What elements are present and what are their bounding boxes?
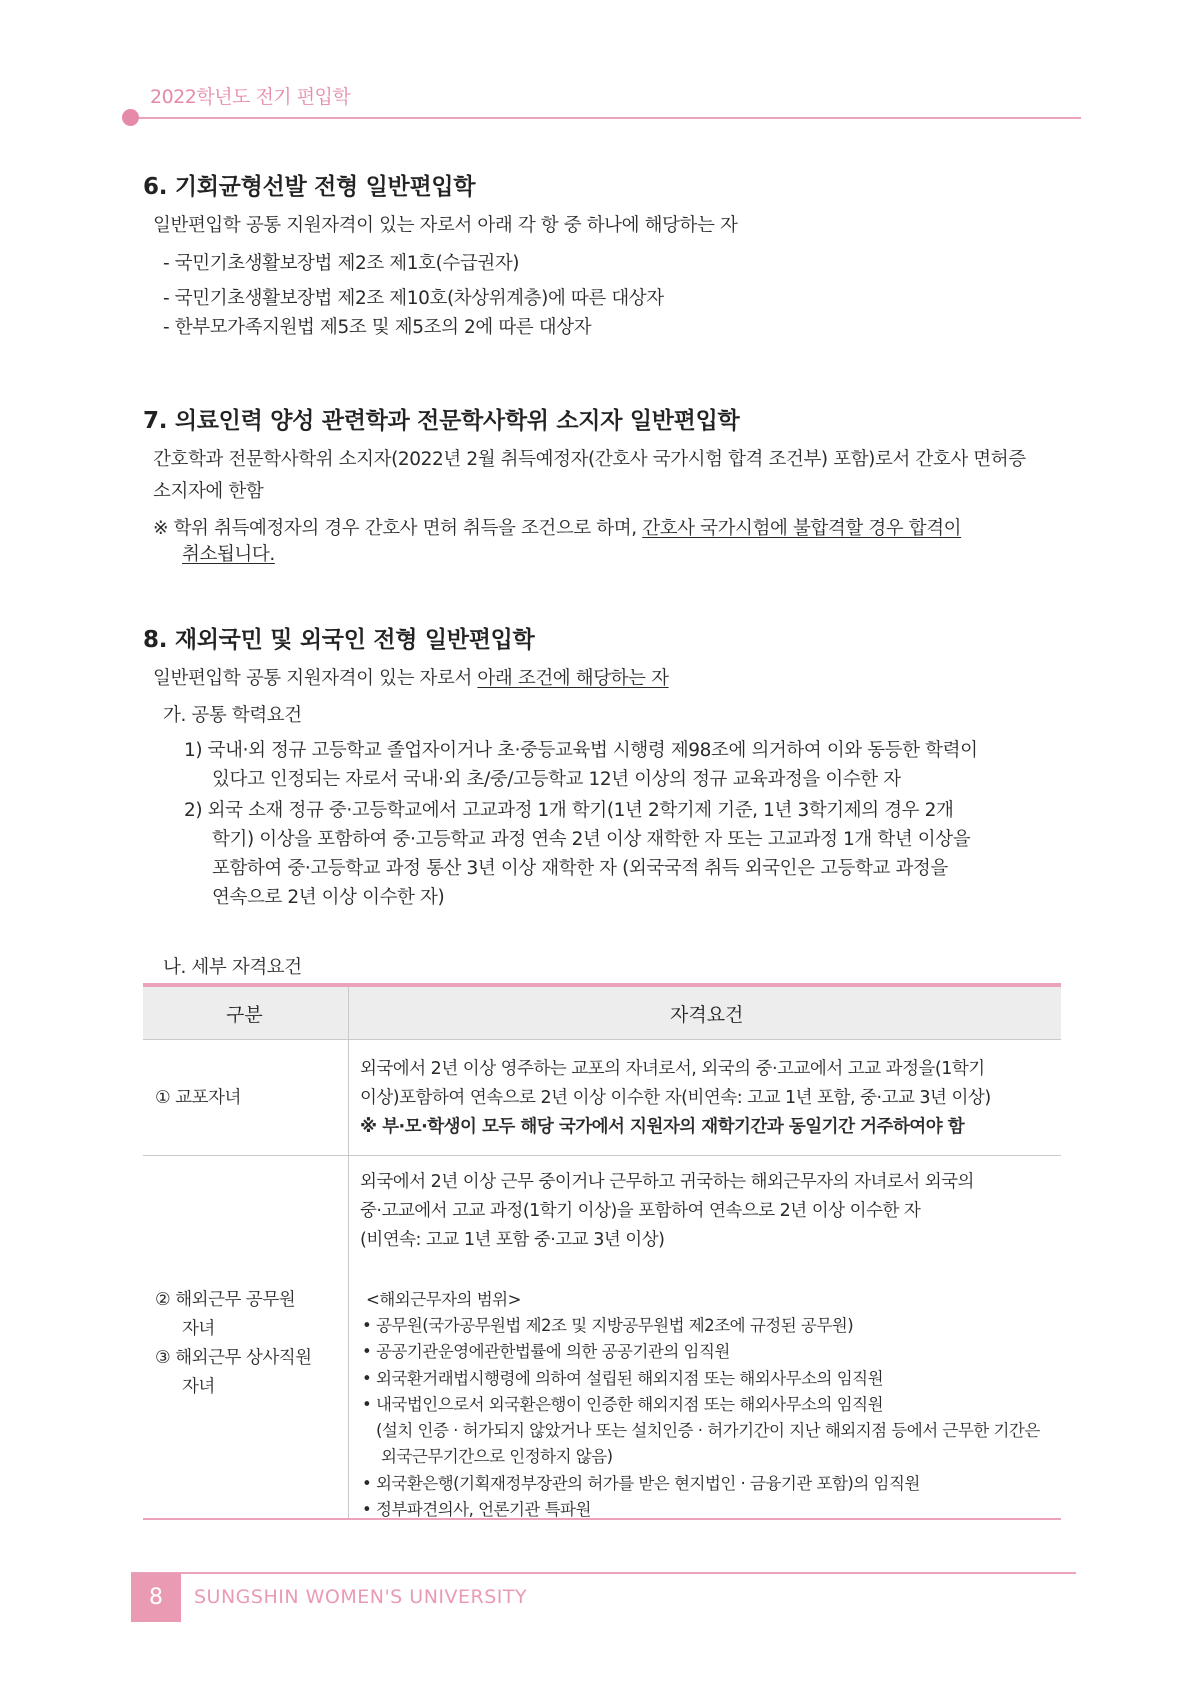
running-header-title: 2022학년도 전기 편입학 bbox=[150, 86, 351, 108]
section-7-note bbox=[153, 515, 961, 543]
intro-text: 일반편입학 공통 지원자격이 있는 자로서 bbox=[153, 668, 478, 689]
scope-item: • 외국환거래법시행령에 의하여 설립된 해외지점 또는 해외사무소의 임직원 bbox=[362, 1369, 884, 1388]
row-1-requirement: 외국에서 2년 이상 영주하는 교포의 자녀로서, 외국의 중·고교에서 고교 과정을(1학기 bbox=[360, 1059, 985, 1079]
scope-title: <해외근무자의 범위> bbox=[366, 1290, 521, 1309]
scope-item-note: 외국근무기간으로 인정하지 않음) bbox=[381, 1447, 613, 1466]
row-1-category: ① 교포자녀 bbox=[155, 1088, 241, 1108]
row-1-requirement: 이상)포함하여 연속으로 2년 이상 이수한 자(비연속: 고교 1년 포함, 중·고교 3년 이상) bbox=[360, 1088, 991, 1108]
requirement-2: 2) 외국 소재 정규 중·고등학교에서 고교과정 1개 학기(1년 2학기제 기준, 1년 3학기제의 경우 2개 bbox=[184, 800, 954, 821]
requirement-2-cont: 학기) 이상을 포함하여 중·고등학교 과정 연속 2년 이상 재학한 자 또는 고교과정 1개 학년 이상을 bbox=[212, 829, 971, 850]
requirement-2-cont: 연속으로 2년 이상 이수한 자) bbox=[212, 887, 445, 908]
row-2-requirement: (비연속: 고교 1년 포함 중·고교 3년 이상) bbox=[360, 1230, 665, 1250]
table-row-divider bbox=[143, 1155, 1061, 1156]
footer-rule bbox=[131, 1572, 1076, 1574]
section-6-title: 6. 기회균형선발 전형 일반편입학 bbox=[143, 174, 476, 200]
row-1-note: ※ 부·모·학생이 모두 해당 국가에서 지원자의 재학기간과 동일기간 거주하여야 함 bbox=[360, 1117, 965, 1137]
section-7-text: 간호학과 전문학사학위 소지자(2022년 2월 취득예정자(간호사 국가시험 합격 조건부) 포함)로서 간호사 면허증 bbox=[153, 449, 1026, 470]
table-header-requirements: 자격요건 bbox=[670, 1004, 744, 1026]
scope-item-note: (설치 인증 · 허가되지 않았거나 또는 설치인증 · 허가기간이 지난 해외지점 등에서 근무한 기간은 bbox=[376, 1421, 1040, 1440]
section-6-item: - 국민기초생활보장법 제2조 제1호(수급권자) bbox=[163, 253, 520, 274]
row-2-requirement: 외국에서 2년 이상 근무 중이거나 근무하고 귀국하는 해외근무자의 자녀로서 외국의 bbox=[360, 1172, 974, 1192]
section-6-intro: 일반편입학 공통 지원자격이 있는 자로서 아래 각 항 중 하나에 해당하는 자 bbox=[153, 215, 738, 236]
table-header-category: 구분 bbox=[226, 1004, 263, 1026]
header-dot bbox=[122, 109, 139, 126]
row-3-category: ③ 해외근무 상사직원 bbox=[155, 1348, 312, 1368]
table-header-row bbox=[143, 987, 1061, 1040]
table-bottom-border bbox=[143, 1518, 1061, 1520]
table-column-divider bbox=[348, 987, 349, 1519]
section-7-title: 7. 의료인력 양성 관련학과 전문학사학위 소지자 일반편입학 bbox=[143, 408, 740, 434]
scope-item: • 공무원(국가공무원법 제2조 및 지방공무원법 제2조에 규정된 공무원) bbox=[362, 1316, 854, 1335]
scope-item: • 정부파견의사, 언론기관 특파원 bbox=[362, 1500, 591, 1519]
section-8-intro bbox=[153, 665, 669, 693]
row-2-requirement: 중·고교에서 고교 과정(1학기 이상)을 포함하여 연속으로 2년 이상 이수한 자 bbox=[360, 1201, 921, 1221]
scope-item: • 외국환은행(기획재정부장관의 허가를 받은 현지법인 · 금융기관 포함)의 임직원 bbox=[362, 1474, 920, 1493]
section-6-item: - 한부모가족지원법 제5조 및 제5조의 2에 따른 대상자 bbox=[163, 317, 592, 338]
row-2-category: ② 해외근무 공무원 bbox=[155, 1290, 296, 1310]
note-underlined: 간호사 국가시험에 불합격할 경우 합격이 bbox=[642, 518, 962, 539]
requirement-2-cont: 포함하여 중·고등학교 과정 통산 3년 이상 재학한 자 (외국국적 취득 외국인은 고등학교 과정을 bbox=[212, 858, 948, 879]
note-underlined-continued: 취소됩니다. bbox=[182, 544, 275, 565]
intro-underlined: 아래 조건에 해당하는 자 bbox=[477, 668, 669, 689]
subheading-na: 나. 세부 자격요건 bbox=[163, 957, 302, 978]
footer-university: SUNGSHIN WOMEN'S UNIVERSITY bbox=[194, 1586, 528, 1608]
section-6-item: - 국민기초생활보장법 제2조 제10호(차상위계층)에 따른 대상자 bbox=[163, 288, 664, 309]
scope-item: • 공공기관운영에관한법률에 의한 공공기관의 임직원 bbox=[362, 1342, 730, 1361]
subheading-ga: 가. 공통 학력요건 bbox=[163, 705, 302, 726]
row-2-category: 자녀 bbox=[182, 1319, 215, 1339]
section-7-text: 소지자에 한함 bbox=[153, 481, 264, 502]
row-3-category: 자녀 bbox=[182, 1377, 215, 1397]
scope-item: • 내국법인으로서 외국환은행이 인증한 해외지점 또는 해외사무소의 임직원 bbox=[362, 1395, 884, 1414]
header-rule bbox=[131, 117, 1081, 119]
page-number: 8 bbox=[131, 1573, 181, 1622]
section-8-title: 8. 재외국민 및 외국인 전형 일반편입학 bbox=[143, 627, 535, 653]
requirement-1: 1) 국내·외 정규 고등학교 졸업자이거나 초·중등교육법 시행령 제98조에 의거하여 이와 동등한 학력이 bbox=[184, 740, 978, 761]
note-text: ※ 학위 취득예정자의 경우 간호사 면허 취득을 조건으로 하며, bbox=[153, 518, 643, 539]
requirement-1-cont: 있다고 인정되는 자로서 국내·외 초/중/고등학교 12년 이상의 정규 교육과정을 이수한 자 bbox=[212, 769, 901, 790]
